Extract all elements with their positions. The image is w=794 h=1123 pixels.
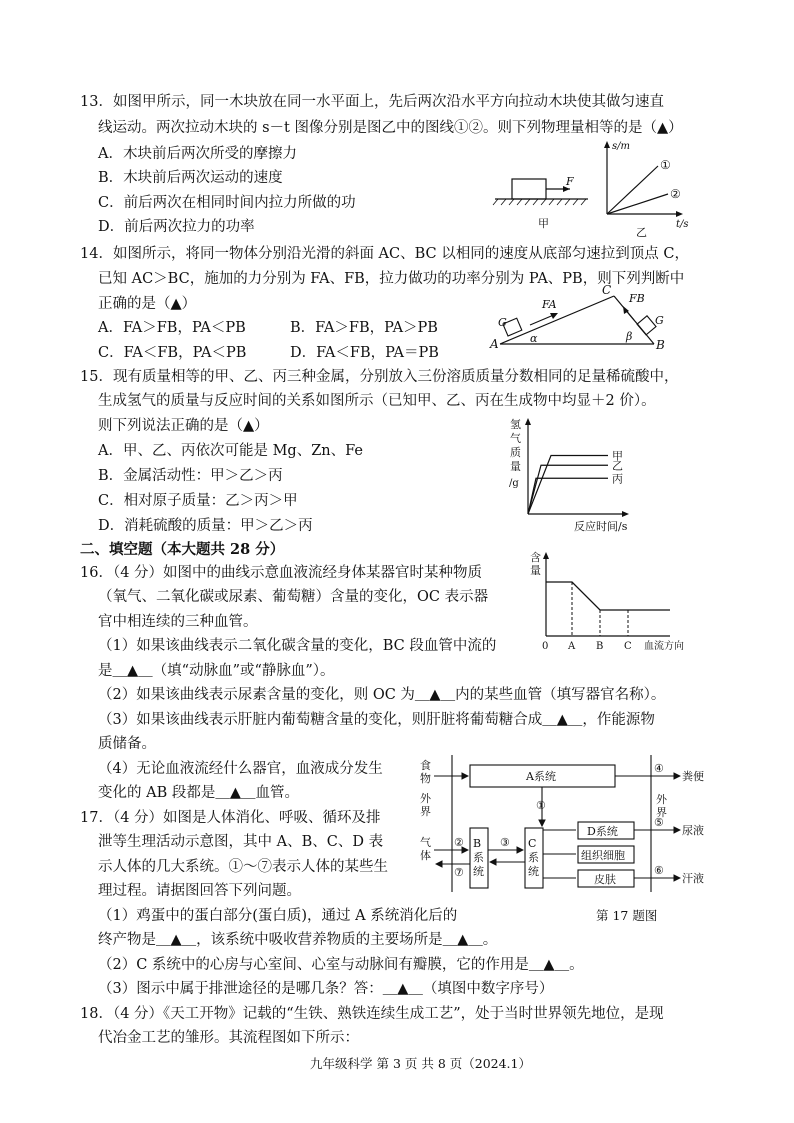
q16-part4-line2: 变化的 AB 段都是＿▲＿血管。 — [98, 785, 299, 801]
system-c-label: C — [528, 837, 537, 850]
ylabel-char: 含 — [530, 551, 541, 564]
ylabel-char: 量 — [510, 460, 521, 473]
process-4: ④ — [654, 762, 664, 775]
q17-part1-line1: （1）鸡蛋中的蛋白部分(蛋白质)，通过 A 系统消化后的 — [98, 908, 458, 924]
q13-option-d: D．前后两次拉力的功率 — [98, 219, 255, 235]
series-line-1 — [528, 456, 608, 515]
q17-line2: 泄等生理活动示意图，其中 A、B、C、D 表 — [98, 834, 384, 850]
point-c-label: C — [602, 283, 612, 297]
ylabel-unit: /g — [509, 478, 519, 489]
system-b-label: B — [473, 837, 482, 850]
weight-label-left: G — [498, 316, 507, 329]
q13-option-c: C．前后两次在相同时间内拉力所做的功 — [98, 195, 356, 211]
outside-right-label: 界 — [656, 806, 667, 819]
angle-alpha: α — [530, 332, 538, 345]
page-footer: 九年级科学 第 3 页 共 8 页（2024.1） — [310, 1056, 531, 1071]
q14-option-c: C．FA＜FB，PA＜PB — [98, 345, 247, 361]
ylabel-char: 气 — [510, 432, 521, 445]
system-a-label: A系统 — [526, 770, 556, 783]
xlabel: 反应时间/s — [574, 520, 628, 533]
q16-line3: 官中相连续的三种血管。 — [98, 614, 258, 630]
q14-option-b: B．FA＞FB，PA＞PB — [290, 320, 438, 336]
q16-part1-line1: （1）如果该曲线表示二氧化碳含量的变化，BC 段血管中流的 — [98, 638, 497, 654]
curve-2-label: ② — [670, 187, 681, 201]
q17-part1-line2: 终产物是＿▲＿，该系统中吸收营养物质的主要场所是＿▲＿。 — [98, 932, 498, 948]
q17-part2: （2）C 系统中的心房与心室间、心室与动脉间有瓣膜，它的作用是＿▲＿。 — [98, 957, 584, 973]
q13-line1: 13．如图甲所示，同一木块放在同一水平面上，先后两次沿水平方向拉动木块使其做匀速直 — [80, 94, 664, 110]
q16-line1: 16．（4 分）如图中的曲线示意血液流经身体某器官时某种物质 — [80, 565, 483, 581]
q16-part3-line2: 质储备。 — [98, 736, 156, 752]
q15-line2: 生成氢气的质量与反应时间的关系如图所示（已知甲、乙、丙在生成物中均显＋2 价）。 — [98, 393, 656, 409]
force-fa-label: FA — [542, 298, 557, 311]
system-b-label: 系 — [473, 851, 484, 864]
q16-part4-line1: （4）无论血液流经什么器官，血液成分发生 — [98, 761, 383, 777]
feces-label: 粪便 — [682, 770, 704, 783]
system-b-label: 统 — [473, 865, 484, 878]
q15-option-a: A．甲、乙、丙依次可能是 Mg、Zn、Fe — [98, 443, 363, 459]
process-5: ⑤ — [654, 816, 664, 829]
gas-label: 体 — [420, 849, 431, 862]
figure-jia-label: 甲 — [538, 217, 549, 230]
q16-part2: （2）如果该曲线表示尿素含量的变化，则 OC 为＿▲＿内的某些血管（填写器官名称）。 — [98, 687, 666, 703]
curve-1 — [607, 166, 658, 214]
q15-option-b: B．金属活动性：甲＞乙＞丙 — [98, 468, 283, 484]
outside-left-label: 外 — [420, 792, 431, 805]
series-label-1: 甲 — [612, 449, 623, 463]
urine-label: 尿液 — [682, 824, 704, 837]
q14-option-a: A．FA＞FB，PA＜PB — [98, 320, 246, 336]
ylabel-char: 质 — [510, 446, 521, 459]
q17-line3: 示人体的几大系统。①～⑦表示人体的某些生 — [98, 859, 388, 875]
tick-label: A — [568, 641, 576, 650]
angle-beta: β — [626, 330, 633, 343]
content-curve — [546, 582, 670, 610]
outside-left-label: 界 — [420, 805, 431, 818]
q18-line2: 代冶金工艺的雏形。其流程图如下所示： — [98, 1030, 359, 1046]
ylabel-char: 量 — [530, 564, 541, 577]
q15-line1: 15．现有质量相等的甲、乙、丙三种金属，分别放入三份溶质质量分数相同的足量稀硫酸中， — [80, 369, 679, 385]
weight-label-right: G — [655, 314, 664, 327]
series-label-2: 乙 — [612, 459, 623, 473]
process-7: ⑦ — [454, 866, 464, 879]
q14-line3: 正确的是（▲） — [98, 296, 197, 312]
curve-1-label: ① — [660, 158, 671, 172]
process-6: ⑥ — [654, 864, 664, 877]
curve-2 — [607, 194, 668, 214]
q16-part1-line2: 是＿▲＿（填“动脉血”或“静脉血”）。 — [98, 663, 335, 679]
system-c-label: 系 — [528, 851, 539, 864]
force-label: F — [566, 175, 574, 188]
figure-jia-block — [493, 175, 588, 230]
series-label-3: 丙 — [612, 472, 623, 486]
q13-option-a: A．木块前后两次所受的摩擦力 — [98, 146, 297, 162]
q15-line3: 则下列说法正确的是（▲） — [98, 418, 269, 434]
series-line-2 — [528, 465, 608, 514]
process-2: ② — [454, 836, 464, 849]
sweat-label: 汗液 — [682, 872, 704, 885]
q15-hydrogen-chart — [506, 414, 666, 534]
section-title: 二、填空题（本大题共 28 分） — [80, 541, 285, 558]
axis-s-label: s/m — [612, 141, 630, 152]
ylabel-char: 氢 — [510, 418, 521, 431]
q15-option-d: D．消耗硫酸的质量：甲＞乙＞丙 — [98, 518, 313, 534]
q17-line4: 理过程。请据图回答下列问题。 — [98, 883, 301, 899]
tick-label: C — [624, 641, 632, 650]
q17-part3: （3）图示中属于排泄途径的是哪几条？答：＿▲＿（填图中数字序号） — [98, 981, 554, 997]
point-b-label: B — [656, 338, 665, 352]
q14-line2: 已知 AC＞BC，施加的力分别为 FA、FB，拉力做功的功率分别为 PA、PB，则下列判断中 — [98, 271, 685, 287]
figure-yi-graph — [604, 141, 689, 239]
q15-option-c: C．相对原子质量：乙＞丙＞甲 — [98, 493, 298, 509]
q17-figure-caption: 第 17 题图 — [596, 908, 658, 923]
q16-line2: （氧气、二氧化碳或尿素、葡萄糖）含量的变化，OC 表示器 — [98, 589, 489, 605]
skin-label: 皮肤 — [594, 873, 616, 886]
xlabel: 血流方向 — [644, 641, 684, 650]
gas-label: 气 — [420, 836, 431, 849]
food-label: 物 — [420, 772, 431, 785]
tick-label: 0 — [542, 641, 549, 650]
force-fb-label: FB — [629, 292, 645, 305]
q17-line1: 17．（4 分）如图是人体消化、呼吸、循环及排 — [80, 810, 381, 826]
food-label: 食 — [420, 759, 431, 772]
q13-line2: 线运动。两次拉动木块的 s－t 图像分别是图乙中的图线①②。则下列物理量相等的是（▲） — [98, 120, 683, 136]
q13-option-b: B．木块前后两次运动的速度 — [98, 170, 283, 186]
axis-t-label: t/s — [676, 219, 689, 230]
q17-system-diagram — [418, 752, 718, 900]
tissue-cells-label: 组织细胞 — [581, 849, 625, 862]
point-a-label: A — [490, 337, 499, 351]
outside-right-label: 外 — [656, 793, 667, 806]
q16-part3-line1: （3）如果该曲线表示肝脏内葡萄糖含量的变化，则肝脏将葡萄糖合成＿▲＿，作能源物 — [98, 712, 655, 728]
system-d-label: D系统 — [587, 825, 618, 838]
figure-yi-label: 乙 — [636, 226, 647, 239]
tick-label: B — [596, 641, 604, 650]
q13-figure — [490, 136, 700, 242]
q14-line1: 14．如图所示，将同一物体分别沿光滑的斜面 AC、BC 以相同的速度从底部匀速拉到顶点 C， — [80, 246, 689, 262]
q16-content-chart — [530, 548, 710, 650]
q18-line1: 18．（4 分）《天工开物》记载的“生铁、熟铁连续生成工艺”，处于当时世界领先地位，是现 — [80, 1006, 664, 1022]
system-c-label: 统 — [528, 865, 539, 878]
process-1: ① — [536, 799, 546, 812]
q14-slope-figure — [486, 282, 686, 354]
q14-option-d: D．FA＜FB，PA＝PB — [290, 345, 439, 361]
process-3: ③ — [500, 836, 510, 849]
